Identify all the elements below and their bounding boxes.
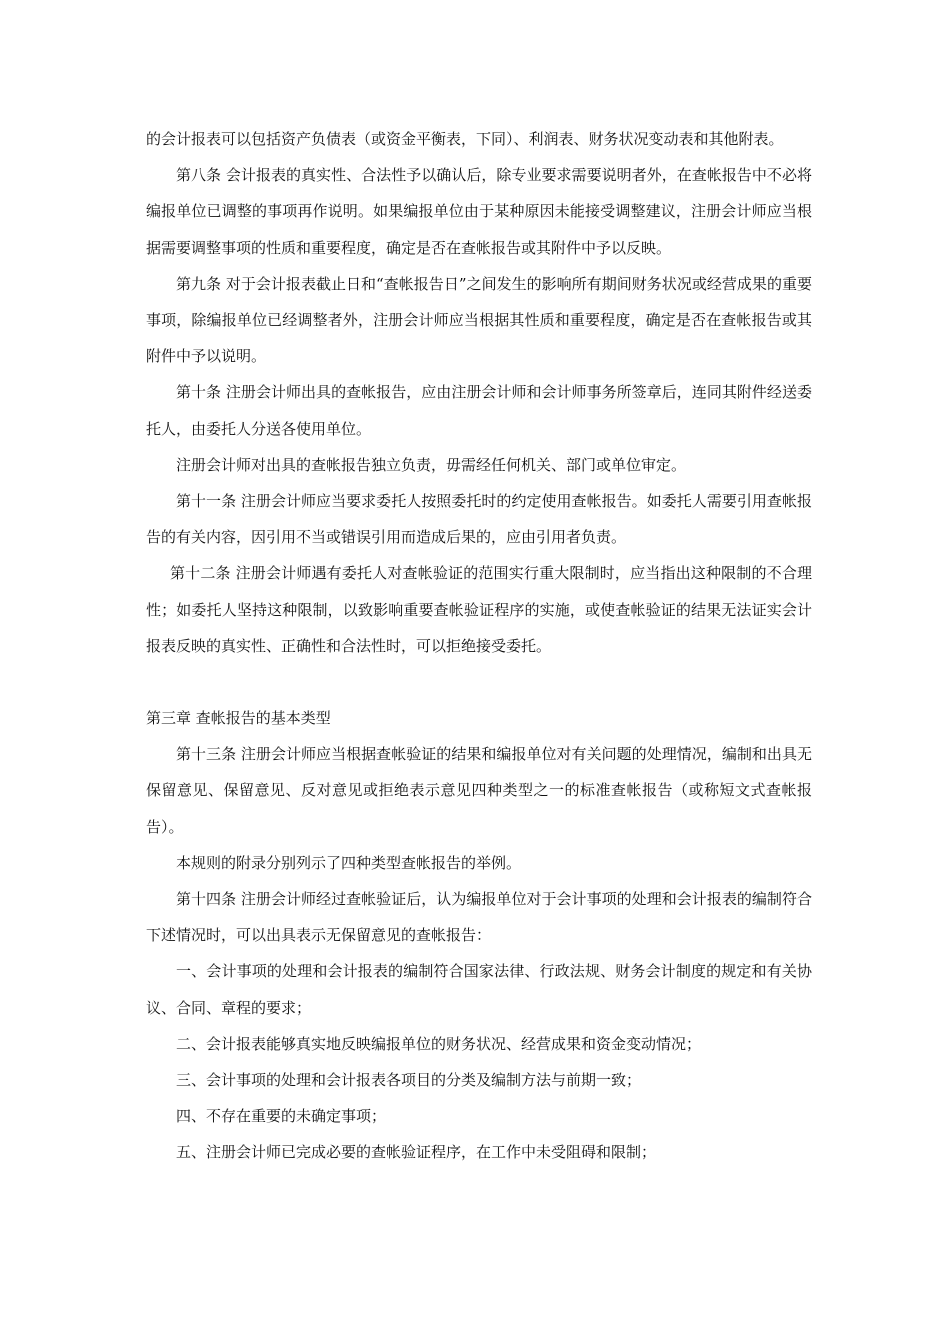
paragraph-continuation: 的会计报表可以包括资产负债表（或资金平衡表，下同）、利润表、财务状况变动表和其他附表。 xyxy=(146,130,784,148)
list-item-5: 五、注册会计师已完成必要的查帐验证程序，在工作中未受阻碍和限制； xyxy=(176,1143,657,1162)
list-item-1: 一、会计事项的处理和会计报表的编制符合国家法律、行政法规、财务会计制度的规定和有关协议、合同、章程的要求； xyxy=(146,962,812,1017)
paragraph-article-8: 第八条 会计报表的真实性、合法性予以确认后，除专业要求需要说明者外，在查帐报告中不必将编报单位已调整的事项再作说明。如果编报单位由于某种原因未能接受调整建议，注册会计师应当根据需要调整事项的性质和重要程度，确定是否在查帐报告或其附件中予以反映。 xyxy=(146,166,812,257)
chapter-title: 第三章 查帐报告的基本类型 xyxy=(146,709,331,728)
paragraph-article-11: 第十一条 注册会计师应当要求委托人按照委托时的约定使用查帐报告。如委托人需要引用查帐报告的有关内容，因引用不当或错误引用而造成后果的，应由引用者负责。 xyxy=(146,492,812,547)
list-item-4: 四、不存在重要的未确定事项； xyxy=(176,1107,387,1126)
paragraph-independence: 注册会计师对出具的查帐报告独立负责，毋需经任何机关、部门或单位审定。 xyxy=(176,455,687,474)
document-body xyxy=(146,121,812,1171)
section-gap xyxy=(146,664,812,700)
list-item-3: 三、会计事项的处理和会计报表各项目的分类及编制方法与前期一致； xyxy=(176,1071,642,1090)
paragraph-article-10: 第十条 注册会计师出具的查帐报告，应由注册会计师和会计师事务所签章后，连同其附件经送委托人，由委托人分送各使用单位。 xyxy=(146,383,812,438)
paragraph-article-12: 第十二条 注册会计师遇有委托人对查帐验证的范围实行重大限制时，应当指出这种限制的不合理性；如委托人坚持这种限制，以致影响重要查帐验证程序的实施，或使查帐验证的结果无法证实会计报表反映的真实性、正确性和合法性时，可以拒绝接受委托。 xyxy=(146,564,812,655)
list-item-2: 二、会计报表能够真实地反映编报单位的财务状况、经营成果和资金变动情况； xyxy=(176,1034,702,1053)
paragraph-article-14: 第十四条 注册会计师经过查帐验证后，认为编报单位对于会计事项的处理和会计报表的编制符合下述情况时，可以出具表示无保留意见的查帐报告： xyxy=(146,890,812,945)
paragraph-appendix-note: 本规则的附录分别列示了四种类型查帐报告的举例。 xyxy=(176,853,522,872)
paragraph-article-13: 第十三条 注册会计师应当根据查帐验证的结果和编报单位对有关问题的处理情况，编制和出具无保留意见、保留意见、反对意见或拒绝表示意见四种类型之一的标准查帐报告（或称短文式查帐报告）。 xyxy=(146,745,812,836)
paragraph-article-9: 第九条 对于会计报表截止日和“查帐报告日”之间发生的影响所有期间财务状况或经营成果的重要事项，除编报单位已经调整者外，注册会计师应当根据其性质和重要程度，确定是否在查帐报告或其附件中予以说明。 xyxy=(146,274,812,366)
